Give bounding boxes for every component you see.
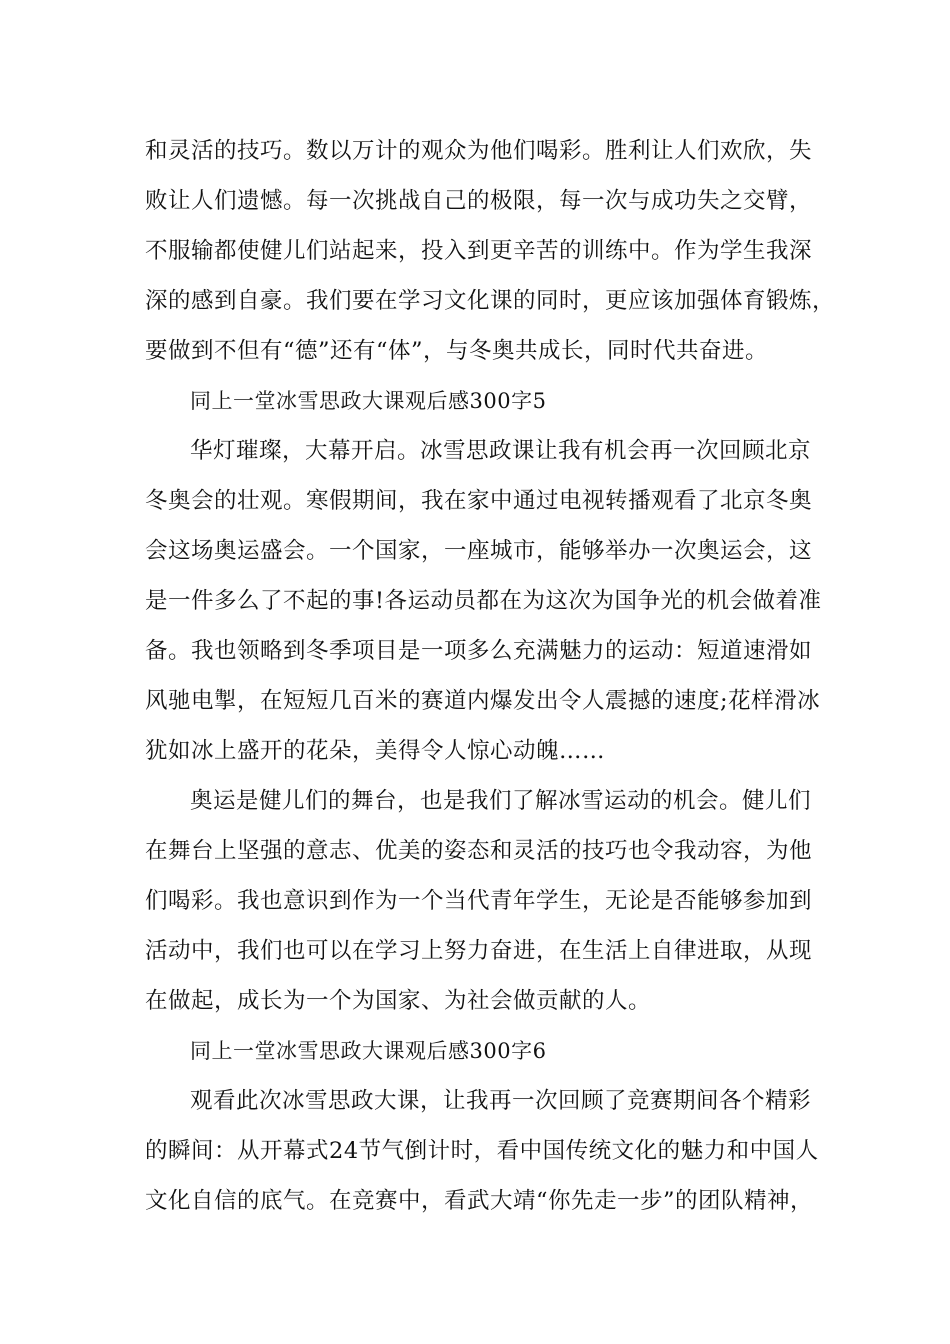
- body-line: 深的感到自豪。我们要在学习文化课的同时，更应该加强体育锻炼，: [145, 288, 836, 314]
- body-line: 在做起，成长为一个为国家、为社会做贡献的人。: [145, 988, 652, 1014]
- body-line: 是一件多么了不起的事!各运动员都在为这次为国争光的机会做着准: [145, 588, 822, 614]
- paragraph-first-line: 华灯璀璨，大幕开启。冰雪思政课让我有机会再一次回顾北京: [190, 438, 812, 464]
- body-line: 冬奥会的壮观。寒假期间，我在家中通过电视转播观看了北京冬奥: [145, 488, 813, 514]
- body-line: 的瞬间：从开幕式24节气倒计时，看中国传统文化的魅力和中国人: [145, 1138, 819, 1164]
- body-line: 不服输都使健儿们站起来，投入到更辛苦的训练中。作为学生我深: [145, 238, 813, 264]
- paragraph-first-line: 观看此次冰雪思政大课，让我再一次回顾了竞赛期间各个精彩: [190, 1088, 812, 1114]
- body-line: 会这场奥运盛会。一个国家，一座城市，能够举办一次奥运会，这: [145, 538, 813, 564]
- body-line: 在舞台上坚强的意志、优美的姿态和灵活的技巧也令我动容，为他: [145, 838, 813, 864]
- body-line: 文化自信的底气。在竞赛中，看武大靖“你先走一步”的团队精神，: [145, 1188, 814, 1214]
- body-line: 要做到不但有“德”还有“体”，与冬奥共成长，同时代共奋进。: [145, 338, 769, 364]
- body-line: 和灵活的技巧。数以万计的观众为他们喝彩。胜利让人们欢欣，失: [145, 138, 813, 164]
- paragraph-first-line: 奥运是健儿们的舞台，也是我们了解冰雪运动的机会。健儿们: [190, 788, 812, 814]
- body-line: 们喝彩。我也意识到作为一个当代青年学生，无论是否能够参加到: [145, 888, 813, 914]
- body-line: 活动中，我们也可以在学习上努力奋进，在生活上自律进取，从现: [145, 938, 813, 964]
- section-heading: 同上一堂冰雪思政大课观后感300字5: [190, 389, 547, 413]
- body-line: 败让人们遗憾。每一次挑战自己的极限，每一次与成功失之交臂，: [145, 188, 813, 214]
- body-line: 风驰电掣，在短短几百米的赛道内爆发出令人震撼的速度;花样滑冰: [145, 688, 821, 714]
- body-line: 犹如冰上盛开的花朵，美得令人惊心动魄……: [145, 738, 606, 764]
- body-line: 备。我也领略到冬季项目是一项多么充满魅力的运动：短道速滑如: [145, 638, 813, 664]
- section-heading: 同上一堂冰雪思政大课观后感300字6: [190, 1039, 547, 1063]
